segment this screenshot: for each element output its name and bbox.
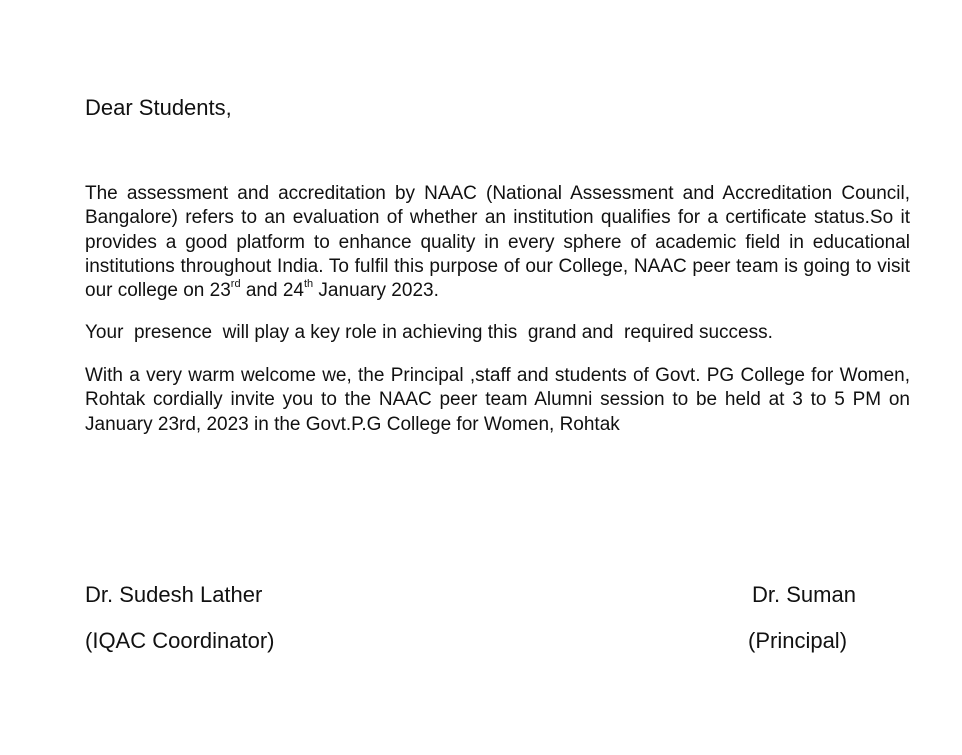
paragraph1-text-after: January 2023. <box>313 280 439 302</box>
paragraph1-text-between: and 24 <box>240 280 304 302</box>
signatory-name-principal: Dr. Suman <box>752 582 856 607</box>
signatory-role-coordinator: (IQAC Coordinator) <box>85 628 275 653</box>
paragraph-welcome: With a very warm welcome we, the Principal ,staff and students of Govt. PG College for Women, Rohtak cordially invite you to the NAAC peer team Alumni session to be held at 3 to 5 PM on January 23rd, 2023 in the Govt.P.G College for Women, Rohtak <box>85 365 910 435</box>
paragraph-invitation-context <box>85 182 910 303</box>
signatory-name-coordinator: Dr. Sudesh Lather <box>85 582 263 607</box>
superscript-rd: rd <box>230 278 241 291</box>
greeting: Dear Students, <box>85 95 232 120</box>
paragraph-presence: Your presence will play a key role in achieving this grand and required success. <box>85 322 773 343</box>
signatory-role-principal: (Principal) <box>748 628 848 653</box>
superscript-th: th <box>303 278 314 291</box>
paragraph1-text: The assessment and accreditation by NAAC (National Assessment and Accreditation Council, Bangalore) refers to an evaluation of whether an institution qualifies for a certificate status.So it provides a good platform to enhance quality in every sphere of academic field in educational institutions throughout India. To fulfil this purpose of our College, NAAC peer team is going to visit our college on 23 <box>85 183 910 302</box>
